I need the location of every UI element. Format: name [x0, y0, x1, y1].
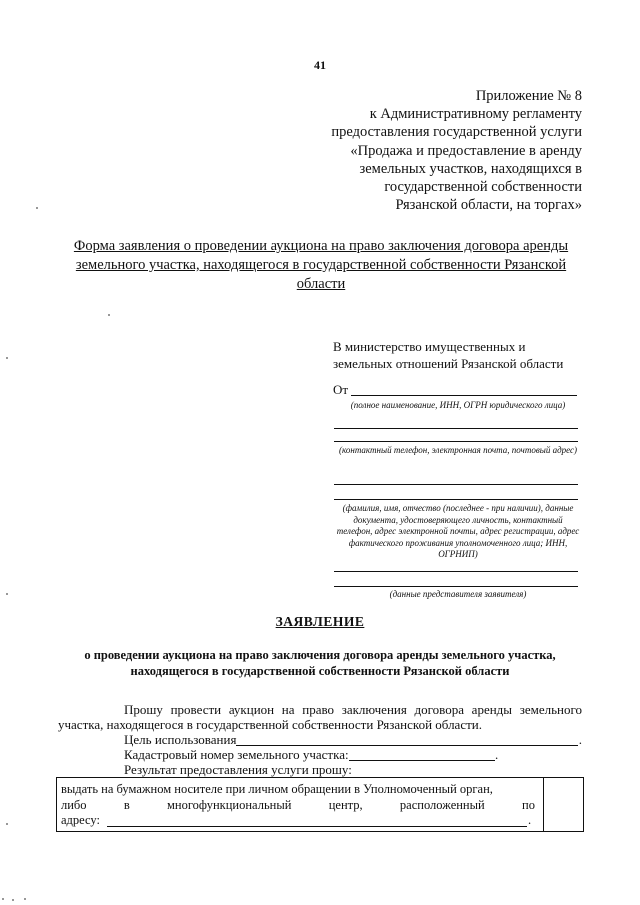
scan-speck — [12, 899, 14, 901]
scan-speck — [6, 593, 8, 595]
scan-speck — [2, 898, 4, 900]
contacts-field-line-2[interactable] — [334, 441, 578, 442]
appendix-line: Приложение № 8 — [475, 88, 582, 104]
cadastral-field[interactable]: Кадастровый номер земельного участка: . — [124, 747, 499, 762]
scan-speck — [24, 898, 26, 900]
body-text — [58, 702, 582, 777]
from-field[interactable] — [333, 382, 577, 398]
word: в — [123, 797, 130, 812]
recipient-block — [333, 338, 563, 372]
caption-representative: (данные представителя заявителя) — [389, 589, 527, 599]
request-paragraph: Прошу провести аукцион на право заключения договора аренды земельного участка, находящегося в государственной собственности Рязанской области. — [58, 702, 582, 732]
appendix-header — [242, 87, 582, 214]
appendix-line: предоставления государственной услуги — [331, 124, 582, 141]
page-number: 41 — [314, 58, 326, 72]
caption-contacts: (контактный телефон, электронная почта, почтовый адрес) — [338, 445, 577, 455]
representative-field-line[interactable] — [334, 571, 578, 572]
caption-full-name: (полное наименование, ИНН, ОГРН юридического лица) — [350, 400, 566, 410]
caption-person: (фамилия, имя, отчество (последнее - при наличии), данные документа, удостоверяющего личность, контактный телефон, адрес электронной почты, адрес регистрации, адрес фактического проживания уполномоченного лица; ИНН, ОГРНИП) — [336, 503, 580, 559]
from-underline — [351, 395, 577, 396]
scan-speck — [6, 357, 8, 359]
word: по — [522, 797, 535, 812]
result-option-line-1: выдать на бумажном носителе при личном обращении в Уполномоченный орган, — [61, 782, 493, 796]
appendix-line: «Продажа и предоставление в аренду — [350, 142, 582, 159]
appendix-line: государственной собственности — [384, 179, 582, 196]
result-option-text — [61, 782, 535, 828]
person-field-line-2[interactable] — [334, 499, 578, 500]
word: расположенный — [399, 797, 485, 812]
result-option-table — [56, 777, 584, 832]
appendix-line: к Административному регламенту — [369, 106, 582, 123]
representative-field-line-2[interactable] — [334, 586, 578, 587]
purpose-label: Цель использования — [124, 732, 237, 747]
document-subtitle: о проведении аукциона на право заключения договора аренды земельного участка, находящегося в государственной собственности Рязанской области — [84, 648, 556, 678]
result-option-line-2 — [61, 798, 535, 814]
appendix-line: Рязанской области, на торгах» — [395, 197, 582, 214]
purpose-underline — [228, 745, 578, 746]
result-label: Результат предоставления услуги прошу: — [124, 762, 352, 777]
scan-speck — [6, 823, 8, 825]
scan-speck — [36, 207, 38, 209]
from-label: От — [333, 382, 349, 397]
address-underline — [107, 826, 527, 827]
scan-speck — [108, 314, 110, 316]
appendix-line: земельных участков, находящихся в — [359, 160, 582, 177]
cadastral-underline — [340, 760, 495, 761]
result-option-checkbox[interactable] — [544, 778, 583, 831]
address-field[interactable]: адресу: . — [61, 813, 532, 827]
recipient-line-2: земельных отношений Рязанской области — [333, 356, 564, 371]
cadastral-label: Кадастровый номер земельного участка: — [124, 747, 349, 762]
word: многофункциональный — [167, 797, 292, 812]
purpose-field[interactable]: Цель использования . — [124, 732, 582, 747]
person-field-line[interactable] — [334, 484, 578, 485]
contacts-field-line[interactable] — [334, 428, 578, 429]
form-title: Форма заявления о проведении аукциона на право заключения договора аренды земельного участка, находящегося в государственной собственности Рязанской области — [73, 238, 569, 292]
document-heading: ЗАЯВЛЕНИЕ — [275, 614, 365, 629]
word: центр, — [328, 797, 363, 812]
address-label: адресу: — [61, 813, 100, 827]
recipient-line-1: В министерство имущественных и — [333, 339, 526, 354]
word: либо — [61, 797, 87, 812]
